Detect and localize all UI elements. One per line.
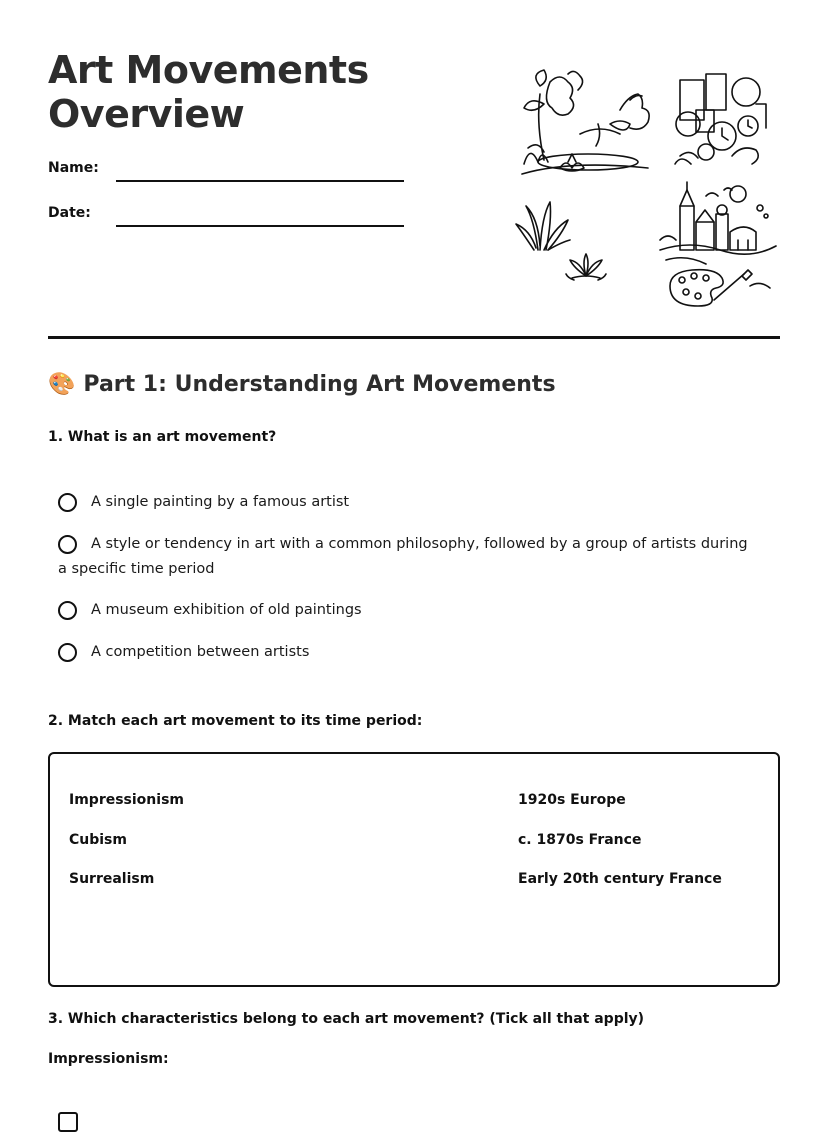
q1-option-3-radio[interactable] [58,601,77,620]
art-illustration [510,64,780,312]
q1-option-2[interactable] [58,532,748,582]
paint-palette-icon [670,270,770,306]
match-right-item[interactable]: c. 1870s France [518,832,642,848]
matching-box [48,752,780,987]
match-left-item[interactable]: Cubism [69,832,127,848]
name-field[interactable] [116,180,404,182]
part1-title-text: Part 1: Understanding Art Movements [83,372,556,397]
q1-option-2-radio[interactable] [58,535,77,554]
match-right-item[interactable]: 1920s Europe [518,792,626,808]
q3-checkbox[interactable] [58,1112,78,1132]
garden-landscape-icon [522,70,649,174]
lotus-flower-icon [566,254,606,280]
question-2: 2. Match each art movement to its time period: [48,713,423,729]
q1-option-3-label: A museum exhibition of old paintings [91,602,362,618]
q1-option-4-label: A competition between artists [91,644,310,660]
worksheet-title [48,48,369,136]
match-left-item[interactable]: Impressionism [69,792,184,808]
q3-subheading-impressionism: Impressionism: [48,1051,169,1067]
q1-option-4-radio[interactable] [58,643,77,662]
question-1: 1. What is an art movement? [48,429,277,445]
q1-option-4[interactable] [58,640,748,665]
surreal-town-icon [660,182,776,264]
q1-option-1-label: A single painting by a famous artist [91,494,350,510]
clocks-cubist-icon [675,74,766,164]
match-left-item[interactable]: Surrealism [69,871,155,887]
agave-plant-icon [516,202,570,250]
date-label: Date: [48,205,91,221]
q1-option-2-label: A style or tendency in art with a common philosophy, followed by a group of artists during a specific time period [58,536,748,577]
title-line-1: Art Movements [48,48,369,92]
part1-title [48,372,556,397]
name-label: Name: [48,160,99,176]
title-line-2: Overview [48,92,245,136]
question-3: 3. Which characteristics belong to each art movement? (Tick all that apply) [48,1011,645,1027]
date-field[interactable] [116,225,404,227]
header-divider [48,336,780,339]
match-right-item[interactable]: Early 20th century France [518,871,722,887]
q1-option-1[interactable] [58,490,748,515]
q1-option-3[interactable] [58,598,748,623]
q1-option-1-radio[interactable] [58,493,77,512]
palette-icon: 🎨 [48,372,76,397]
